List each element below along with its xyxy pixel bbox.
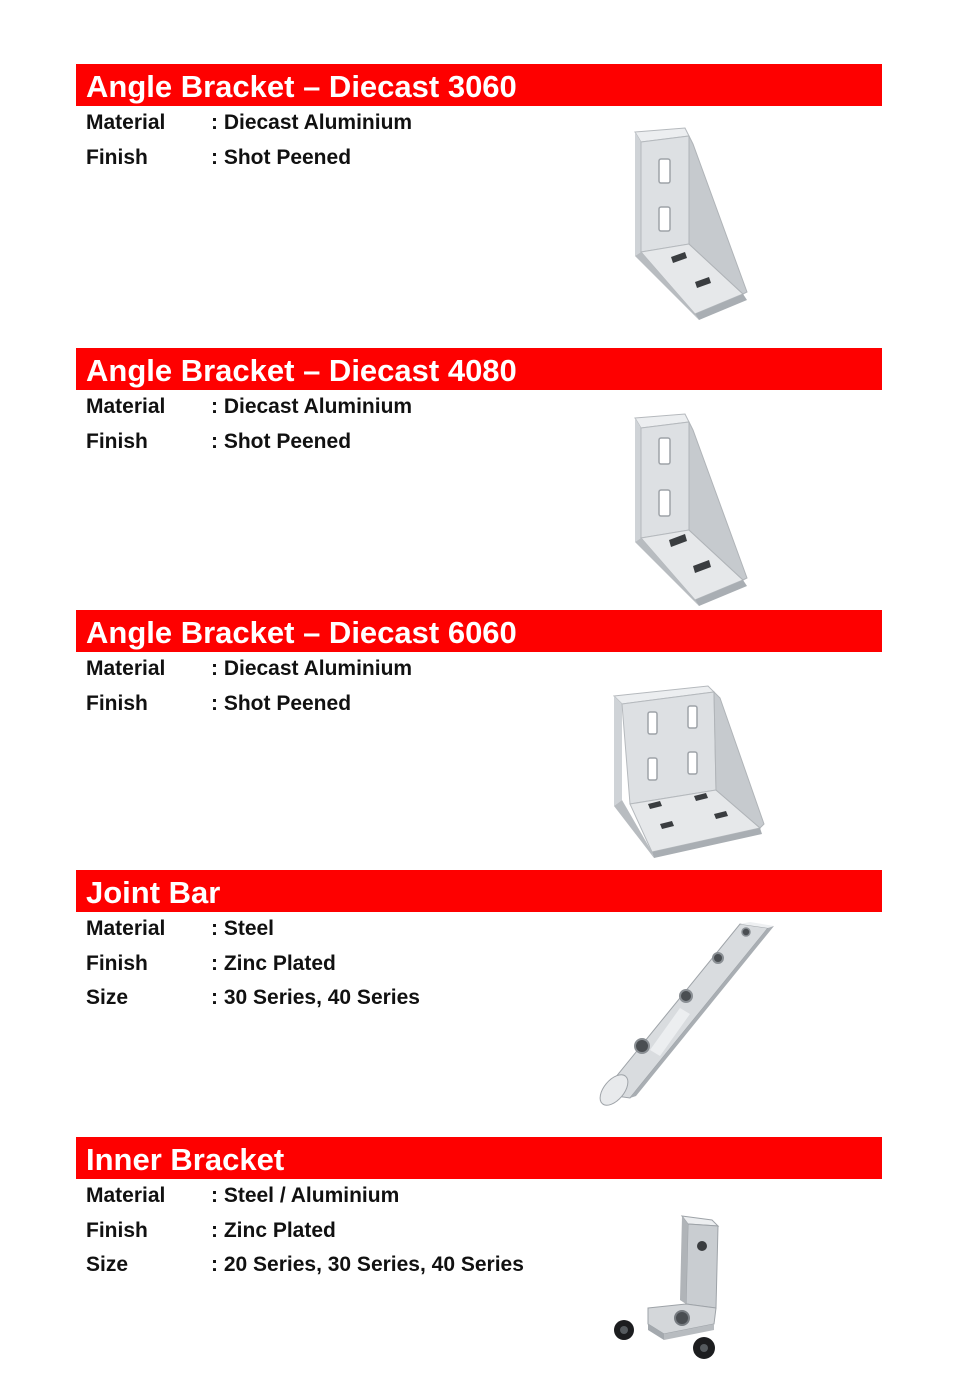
product-title: Joint Bar <box>76 870 882 912</box>
spec-value: : Shot Peened <box>211 691 352 715</box>
spec-value: : Zinc Plated <box>211 951 336 975</box>
spec-value: : Diecast Aluminium <box>211 111 413 134</box>
spec-label: Size <box>86 986 129 1009</box>
spec-row-size <box>76 1248 882 1283</box>
spec-value: : 30 Series, 40 Series <box>211 986 420 1009</box>
product-section-angle-bracket-3060 <box>76 64 882 175</box>
spec-row-finish <box>76 141 882 176</box>
spec-value: : Shot Peened <box>211 145 352 169</box>
inner-bracket-icon <box>604 1212 734 1364</box>
spec-value: : 20 Series, 30 Series, 40 Series <box>211 1253 524 1276</box>
spec-label: Finish <box>86 691 148 715</box>
spec-value: : Diecast Aluminium <box>211 657 413 680</box>
joint-bar-icon <box>590 918 780 1108</box>
spec-row-material <box>76 106 882 141</box>
spec-label: Material <box>86 111 166 134</box>
spec-value: : Steel <box>211 917 275 940</box>
spec-label: Size <box>86 1253 129 1276</box>
product-section-angle-bracket-4080 <box>76 348 882 459</box>
spec-label: Finish <box>86 951 148 975</box>
product-title: Angle Bracket – Diecast 3060 <box>76 64 882 106</box>
spec-row-finish <box>76 1214 882 1249</box>
spec-label: Material <box>86 1184 166 1207</box>
spec-value: : Steel / Aluminium <box>211 1184 400 1207</box>
spec-label: Material <box>86 917 166 940</box>
product-section-inner-bracket <box>76 1137 882 1283</box>
spec-value: : Zinc Plated <box>211 1218 336 1242</box>
product-title: Angle Bracket – Diecast 6060 <box>76 610 882 652</box>
spec-label: Material <box>86 657 166 680</box>
spec-label: Finish <box>86 429 148 453</box>
product-title: Angle Bracket – Diecast 4080 <box>76 348 882 390</box>
angle-bracket-6060-icon <box>608 682 766 860</box>
spec-value: : Diecast Aluminium <box>211 395 413 418</box>
spec-row-material <box>76 1179 882 1214</box>
spec-row-finish <box>76 425 882 460</box>
spec-label: Material <box>86 395 166 418</box>
spec-label: Finish <box>86 145 148 169</box>
angle-bracket-4080-icon <box>625 410 755 606</box>
spec-row-material <box>76 390 882 425</box>
product-title: Inner Bracket <box>76 1137 882 1179</box>
spec-value: : Shot Peened <box>211 429 352 453</box>
angle-bracket-3060-icon <box>625 124 755 320</box>
spec-label: Finish <box>86 1218 148 1242</box>
